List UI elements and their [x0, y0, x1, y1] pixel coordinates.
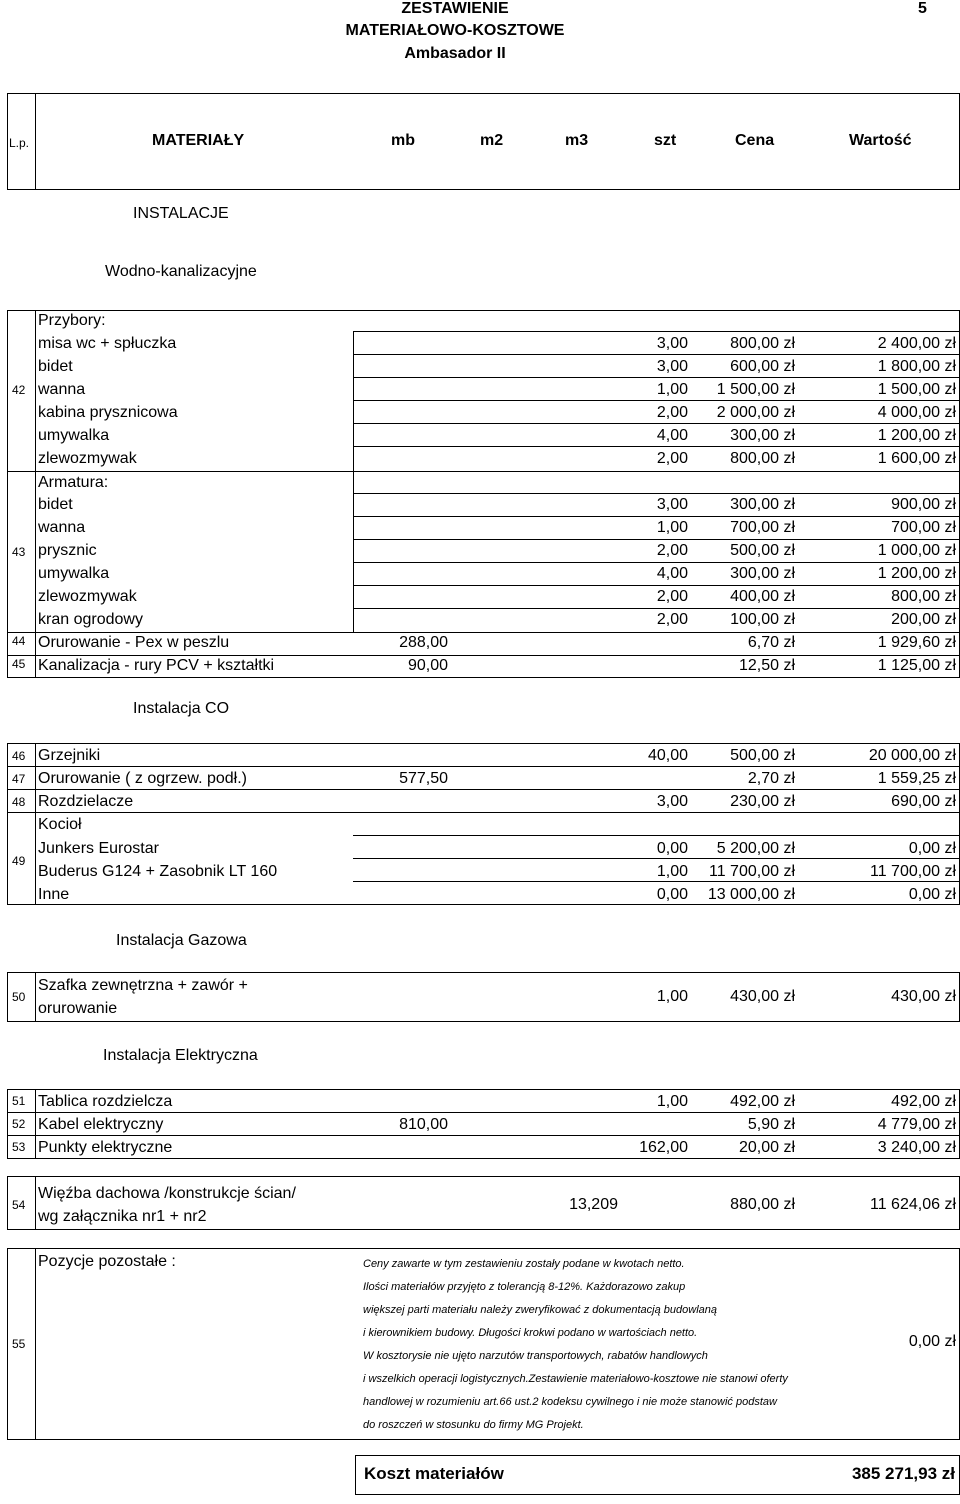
note-line: do roszczeń w stosunku do firmy MG Projekt. — [363, 1419, 584, 1431]
lp-47: 47 — [12, 772, 26, 786]
row-wartosc: 1 000,00 zł — [877, 542, 956, 559]
row-name: bidet — [38, 358, 73, 375]
lp-42: 42 — [12, 383, 26, 397]
section-wodno: Wodno-kanalizacyjne — [105, 263, 257, 280]
row-szt: 2,00 — [656, 542, 688, 559]
row-name: Armatura: — [38, 474, 109, 491]
row-wartosc: 800,00 zł — [891, 588, 956, 605]
row-cena: 400,00 zł — [730, 588, 795, 605]
lp-54: 54 — [12, 1198, 26, 1212]
row-wartosc: 11 700,00 zł — [870, 863, 956, 880]
row-szt: 40,00 — [647, 747, 688, 764]
lp-43: 43 — [12, 545, 26, 559]
row-name: Grzejniki — [38, 747, 101, 764]
row-wartosc: 1 500,00 zł — [877, 381, 956, 398]
row-szt: 1,00 — [656, 1093, 688, 1110]
section-instalacje: INSTALACJE — [133, 205, 229, 222]
row-cena: 500,00 zł — [730, 747, 795, 764]
row-name: Rozdzielacze — [38, 793, 134, 810]
row-szt: 4,00 — [656, 565, 688, 582]
row-cena: 11 700,00 zł — [709, 863, 795, 880]
row-szt: 3,00 — [656, 335, 688, 352]
row-wartosc: 1 929,60 zł — [877, 634, 956, 651]
lp-55: 55 — [12, 1337, 26, 1351]
note-line: Ilości materiałów przyjęto z tolerancją 8-12%. Każdorazowo zakup — [363, 1281, 686, 1293]
col-lp: L.p. — [9, 136, 30, 150]
page-number: 5 — [918, 0, 927, 17]
row-cena: 700,00 zł — [730, 519, 795, 536]
lp-49: 49 — [12, 854, 26, 868]
row-szt: 3,00 — [656, 793, 688, 810]
row-wartosc: 1 200,00 zł — [877, 427, 956, 444]
row-szt: 0,00 — [656, 886, 688, 903]
row-cena: 100,00 zł — [730, 611, 795, 628]
row-cena: 430,00 zł — [730, 988, 795, 1005]
row-name: orurowanie — [38, 1000, 118, 1017]
row-name: prysznic — [38, 542, 97, 559]
row-name: Buderus G124 + Zasobnik LT 160 — [38, 863, 278, 880]
row-szt: 3,00 — [656, 358, 688, 375]
row-name: Więźba dachowa /konstrukcje ścian/ — [38, 1185, 296, 1202]
row-cena: 20,00 zł — [738, 1139, 795, 1156]
row-wartosc: 4 000,00 zł — [877, 404, 956, 421]
lp-51: 51 — [12, 1094, 26, 1108]
row-name: Orurowanie - Pex w peszlu — [38, 634, 230, 651]
lp-46: 46 — [12, 749, 26, 763]
row-wartosc: 700,00 zł — [891, 519, 956, 536]
col-szt: szt — [654, 132, 677, 149]
note-line: i kierownikiem budowy. Długości krokwi podano w wartościach netto. — [363, 1327, 698, 1339]
row-wartosc: 0,00 zł — [908, 886, 956, 903]
section-gaz: Instalacja Gazowa — [116, 932, 247, 949]
row-name: wanna — [38, 381, 86, 398]
lp-50: 50 — [12, 990, 26, 1004]
section-co: Instalacja CO — [133, 700, 230, 717]
lp-48: 48 — [12, 795, 26, 809]
row-wartosc: 3 240,00 zł — [877, 1139, 956, 1156]
row-wartosc: 1 200,00 zł — [877, 565, 956, 582]
row-cena: 2 000,00 zł — [716, 404, 795, 421]
row-wartosc: 11 624,06 zł — [870, 1196, 956, 1213]
title-line-3: Ambasador II — [404, 45, 506, 62]
total-value: 385 271,93 zł — [851, 1464, 955, 1483]
row-szt: 2,00 — [656, 588, 688, 605]
row-cena: 500,00 zł — [730, 542, 795, 559]
row-wartosc: 0,00 zł — [908, 1333, 956, 1350]
note-line: większej parti materiału należy zweryfikować z dokumentacją budowlaną — [363, 1304, 717, 1316]
row-mb: 810,00 — [399, 1116, 448, 1133]
lp-53: 53 — [12, 1140, 26, 1154]
title-line-2: MATERIAŁOWO-KOSZTOWE — [345, 22, 565, 39]
row-szt: 4,00 — [656, 427, 688, 444]
note-line: Ceny zawarte w tym zestawieniu zostały podane w kwotach netto. — [363, 1258, 685, 1270]
row-mb: 90,00 — [407, 657, 448, 674]
row-szt: 1,00 — [656, 863, 688, 880]
row-name: Junkers Eurostar — [38, 840, 159, 857]
col-mb: mb — [391, 132, 415, 149]
row-cena: 300,00 zł — [730, 565, 795, 582]
note-line: handlowej w rozumieniu art.66 ust.2 kodeksu cywilnego i nie może stanowić podstaw — [363, 1396, 777, 1408]
row-name: wanna — [38, 519, 86, 536]
row-wartosc: 2 400,00 zł — [877, 335, 956, 352]
col-m2: m2 — [480, 132, 504, 149]
row-cena: 492,00 zł — [730, 1093, 795, 1110]
total-label: Koszt materiałów — [364, 1464, 504, 1483]
row-name: zlewozmywak — [38, 450, 137, 467]
row-cena: 230,00 zł — [730, 793, 795, 810]
row-szt: 0,00 — [656, 840, 688, 857]
row-cena: 1 500,00 zł — [716, 381, 795, 398]
row-szt: 3,00 — [656, 496, 688, 513]
title-line-1: ZESTAWIENIE — [401, 0, 509, 17]
row-wartosc: 430,00 zł — [891, 988, 956, 1005]
row-wartosc: 690,00 zł — [891, 793, 956, 810]
row-szt: 1,00 — [656, 988, 688, 1005]
row-name: umywalka — [38, 565, 110, 582]
row-cena: 300,00 zł — [730, 427, 795, 444]
row-name: zlewozmywak — [38, 588, 137, 605]
row-cena: 300,00 zł — [730, 496, 795, 513]
row-name: kabina prysznicowa — [38, 404, 178, 421]
row-name: kran ogrodowy — [38, 611, 143, 628]
row-cena: 880,00 zł — [730, 1196, 795, 1213]
lp-44: 44 — [12, 634, 26, 648]
row-wartosc: 0,00 zł — [908, 840, 956, 857]
row-szt: 2,00 — [656, 611, 688, 628]
row-mb: 577,50 — [399, 770, 448, 787]
row-cena: 12,50 zł — [738, 657, 795, 674]
row-name: wg załącznika nr1 + nr2 — [38, 1208, 207, 1225]
row-name: Kocioł — [38, 816, 82, 833]
row-name: umywalka — [38, 427, 110, 444]
row-mb: 288,00 — [399, 634, 448, 651]
row-name: Pozycje pozostałe : — [38, 1253, 176, 1270]
lp-45: 45 — [12, 657, 26, 671]
row-cena: 600,00 zł — [730, 358, 795, 375]
row-wartosc: 20 000,00 zł — [868, 747, 956, 764]
row-cena: 6,70 zł — [747, 634, 795, 651]
col-m3: m3 — [565, 132, 589, 149]
col-materials: MATERIAŁY — [152, 132, 245, 149]
row-name: Punkty elektryczne — [38, 1139, 173, 1156]
row-cena: 800,00 zł — [730, 335, 795, 352]
row-m3: 13,209 — [569, 1196, 618, 1213]
row-name: Kabel elektryczny — [38, 1116, 164, 1133]
row-cena: 5 200,00 zł — [716, 840, 795, 857]
row-name: Szafka zewnętrzna + zawór + — [38, 977, 248, 994]
lp-52: 52 — [12, 1117, 26, 1131]
row-cena: 13 000,00 zł — [707, 886, 795, 903]
section-elektr: Instalacja Elektryczna — [103, 1047, 258, 1064]
row-name: Kanalizacja - rury PCV + kształtki — [38, 657, 275, 674]
row-szt: 2,00 — [656, 450, 688, 467]
row-name: misa wc + spłuczka — [38, 335, 177, 352]
col-cena: Cena — [735, 132, 775, 149]
row-name: Przybory: — [38, 312, 106, 329]
row-wartosc: 900,00 zł — [891, 496, 956, 513]
row-wartosc: 1 125,00 zł — [877, 657, 956, 674]
note-line: W kosztorysie nie ujęto narzutów transportowych, rabatów handlowych — [363, 1350, 708, 1362]
row-cena: 2,70 zł — [747, 770, 795, 787]
row-szt: 1,00 — [656, 381, 688, 398]
row-szt: 1,00 — [656, 519, 688, 536]
row-szt: 162,00 — [639, 1139, 688, 1156]
row-szt: 2,00 — [656, 404, 688, 421]
row-name: Inne — [38, 886, 70, 903]
row-name: Tablica rozdzielcza — [38, 1093, 173, 1110]
row-wartosc: 4 779,00 zł — [877, 1116, 956, 1133]
row-wartosc: 1 559,25 zł — [877, 770, 956, 787]
row-wartosc: 492,00 zł — [891, 1093, 956, 1110]
row-wartosc: 1 600,00 zł — [877, 450, 956, 467]
row-wartosc: 1 800,00 zł — [877, 358, 956, 375]
row-cena: 5,90 zł — [747, 1116, 795, 1133]
row-name: bidet — [38, 496, 73, 513]
note-line: i wszelkich operacji logistycznych.Zestawienie materiałowo-kosztowe nie stanowi oferty — [363, 1373, 788, 1385]
row-name: Orurowanie ( z ogrzew. podł.) — [38, 770, 247, 787]
row-cena: 800,00 zł — [730, 450, 795, 467]
row-wartosc: 200,00 zł — [891, 611, 956, 628]
col-wartosc: Wartość — [849, 132, 912, 149]
